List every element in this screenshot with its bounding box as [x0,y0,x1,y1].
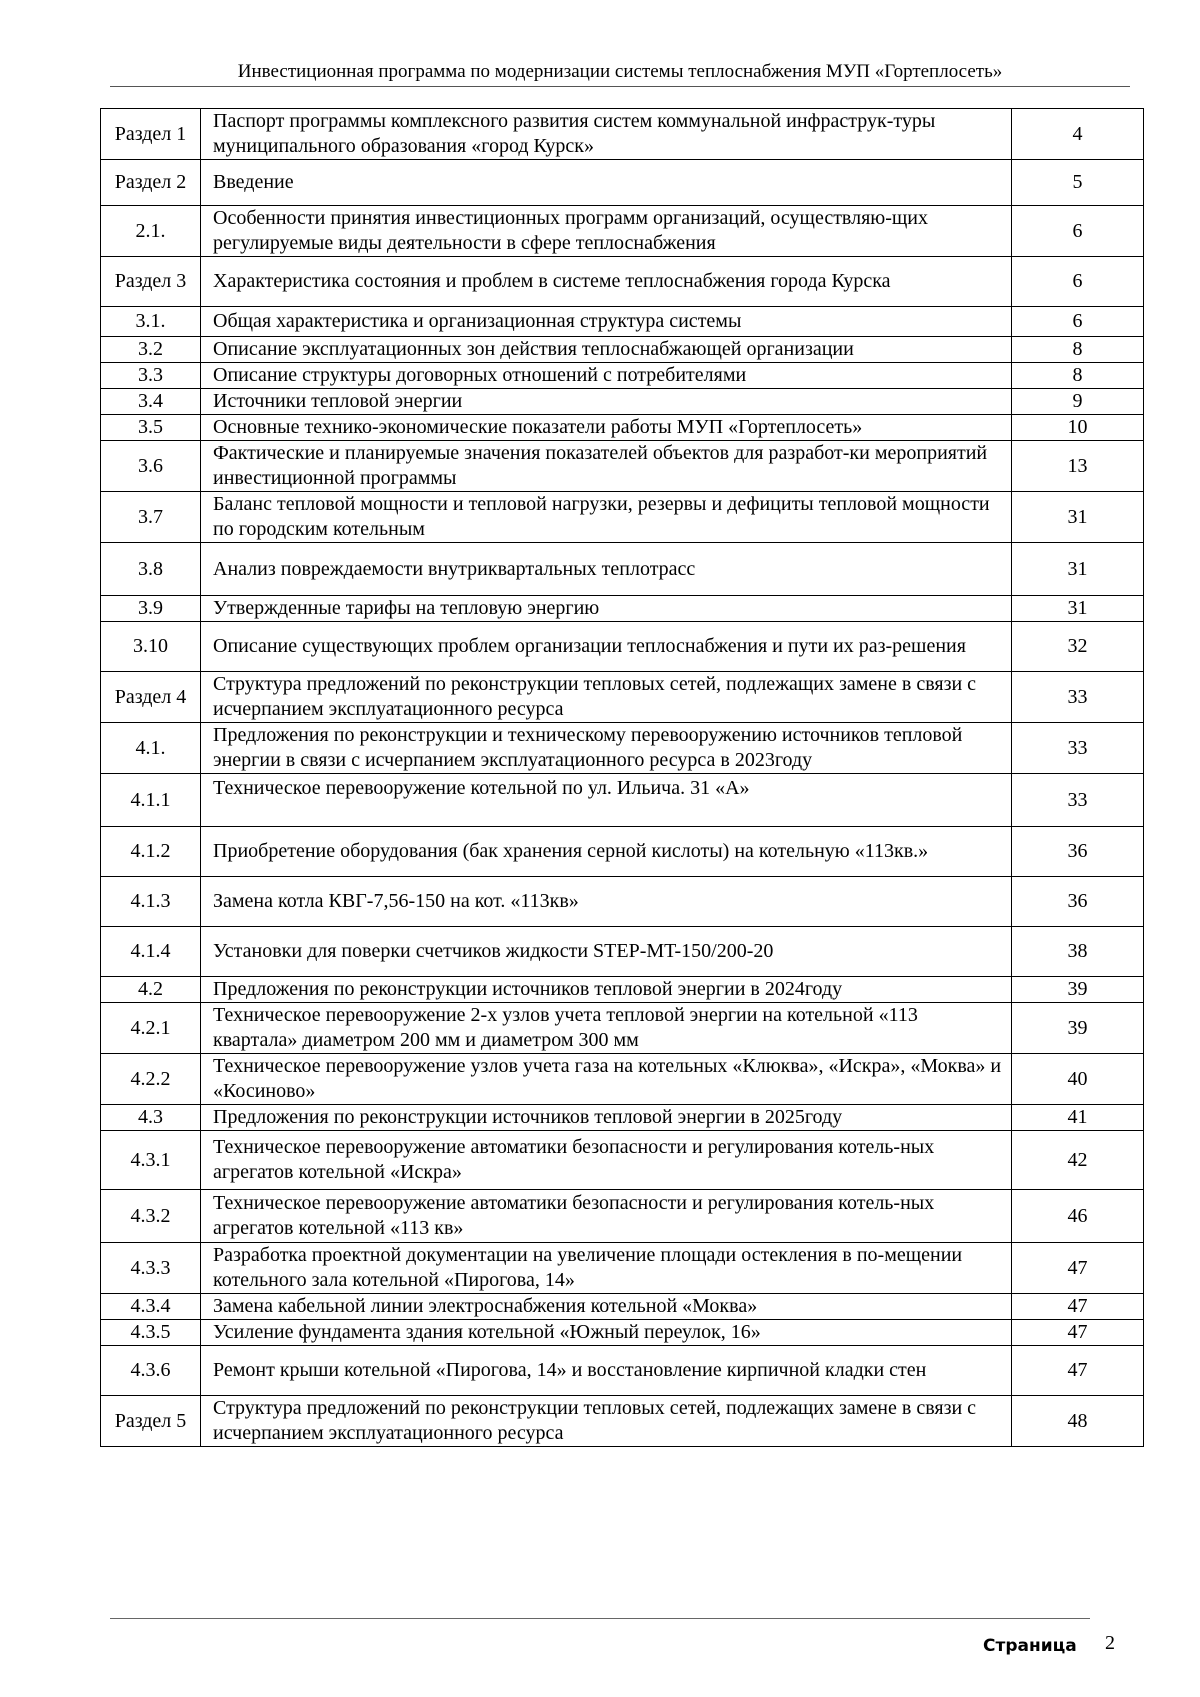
document-title: Инвестиционная программа по модернизации системы теплоснабжения МУП «Гортеплосеть» [237,61,1003,82]
toc-page-number: 6 [1012,206,1144,257]
toc-page-number: 38 [1012,927,1144,977]
toc-entry-title: Основные технико-экономические показатели работы МУП «Гортеплосеть» [201,415,1012,441]
toc-page-number: 47 [1012,1320,1144,1346]
toc-section-number: 4.3 [101,1105,201,1131]
toc-section-number: 4.2.2 [101,1054,201,1105]
toc-entry-title: Баланс тепловой мощности и тепловой нагрузки, резервы и дефициты тепловой мощности по городским котельным [201,492,1012,543]
toc-section-number: 4.1.4 [101,927,201,977]
toc-page-number: 46 [1012,1190,1144,1243]
toc-row [101,877,1144,927]
toc-section-number: 4.1. [101,723,201,774]
toc-page-number: 6 [1012,257,1144,307]
toc-entry-title: Введение [201,160,1012,206]
toc-section-number: 2.1. [101,206,201,257]
toc-entry-title: Предложения по реконструкции и техническому перевооружению источников тепловой энергии в связи с исчерпанием эксплуатационного ресурса в 2023году [201,723,1012,774]
toc-section-number: Раздел 2 [101,160,201,206]
toc-row [101,337,1144,363]
toc-row [101,1190,1144,1243]
toc-row [101,596,1144,622]
toc-entry-title: Источники тепловой энергии [201,389,1012,415]
toc-section-number: Раздел 4 [101,672,201,723]
toc-page-number: 32 [1012,622,1144,672]
toc-row [101,1294,1144,1320]
toc-page-number: 33 [1012,774,1144,827]
toc-section-number: 3.3 [101,363,201,389]
toc-section-number: Раздел 5 [101,1396,201,1447]
toc-entry-title: Предложения по реконструкции источников тепловой энергии в 2025году [201,1105,1012,1131]
toc-entry-title: Приобретение оборудования (бак хранения серной кислоты) на котельную «113кв.» [201,827,1012,877]
toc-section-number: 3.2 [101,337,201,363]
toc-entry-title: Общая характеристика и организационная структура системы [201,307,1012,337]
toc-entry-title: Утвержденные тарифы на тепловую энергию [201,596,1012,622]
toc-row [101,389,1144,415]
toc-section-number: Раздел 1 [101,109,201,160]
toc-page-number: 8 [1012,363,1144,389]
toc-page-number: 39 [1012,1003,1144,1054]
toc-section-number: 4.3.3 [101,1243,201,1294]
toc-entry-title: Описание структуры договорных отношений с потребителями [201,363,1012,389]
toc-row [101,543,1144,596]
toc-page-number: 5 [1012,160,1144,206]
toc-entry-title: Особенности принятия инвестиционных программ организаций, осуществляю-щих регулируемые виды деятельности в сфере теплоснабжения [201,206,1012,257]
toc-page-number: 31 [1012,543,1144,596]
toc-page-number: 4 [1012,109,1144,160]
toc-page-number: 13 [1012,441,1144,492]
toc-section-number: 4.3.1 [101,1131,201,1190]
toc-page-number: 48 [1012,1396,1144,1447]
toc-row [101,977,1144,1003]
page-header [110,58,1130,87]
toc-section-number: 4.2.1 [101,1003,201,1054]
toc-row [101,774,1144,827]
toc-page-number: 8 [1012,337,1144,363]
toc-row [101,1003,1144,1054]
page-footer-rule [110,1618,1090,1619]
toc-entry-title: Замена котла КВГ-7,56-150 на кот. «113кв» [201,877,1012,927]
toc-page-number: 42 [1012,1131,1144,1190]
toc-row [101,257,1144,307]
toc-entry-title: Техническое перевооружение автоматики безопасности и регулирования котель-ных агрегатов котельной «Искра» [201,1131,1012,1190]
toc-entry-title: Замена кабельной линии электроснабжения котельной «Моква» [201,1294,1012,1320]
toc-section-number: 4.3.6 [101,1346,201,1396]
toc-page-number: 10 [1012,415,1144,441]
toc-section-number: 3.10 [101,622,201,672]
toc-page-number: 31 [1012,596,1144,622]
toc-page-number: 41 [1012,1105,1144,1131]
toc-page-number: 47 [1012,1294,1144,1320]
toc-row [101,1320,1144,1346]
toc-row [101,672,1144,723]
toc-section-number: 3.9 [101,596,201,622]
toc-entry-title: Описание существующих проблем организации теплоснабжения и пути их раз-решения [201,622,1012,672]
toc-page-number: 47 [1012,1346,1144,1396]
toc-section-number: 4.1.3 [101,877,201,927]
toc-row [101,1054,1144,1105]
toc-section-number: 3.7 [101,492,201,543]
toc-section-number: 4.3.5 [101,1320,201,1346]
toc-page-number: 47 [1012,1243,1144,1294]
toc-row [101,1131,1144,1190]
toc-entry-title: Разработка проектной документации на увеличение площади остекления в по-мещении котельного зала котельной «Пирогова, 14» [201,1243,1012,1294]
toc-entry-title: Структура предложений по реконструкции тепловых сетей, подлежащих замене в связи с исчерпанием эксплуатационного ресурса [201,1396,1012,1447]
toc-section-number: Раздел 3 [101,257,201,307]
toc-entry-title: Паспорт программы комплексного развития систем коммунальной инфраструк-туры муниципального образования «город Курск» [201,109,1012,160]
toc-section-number: 3.5 [101,415,201,441]
toc-row [101,827,1144,877]
toc-entry-title: Установки для поверки счетчиков жидкости STEP-MT-150/200-20 [201,927,1012,977]
toc-row [101,307,1144,337]
toc-page-number: 9 [1012,389,1144,415]
toc-row [101,1346,1144,1396]
footer-page-label: Страница [983,1636,1077,1656]
toc-section-number: 3.1. [101,307,201,337]
toc-entry-title: Описание эксплуатационных зон действия теплоснабжающей организации [201,337,1012,363]
toc-section-number: 4.1.2 [101,827,201,877]
toc-entry-title: Характеристика состояния и проблем в системе теплоснабжения города Курска [201,257,1012,307]
toc-page-number: 40 [1012,1054,1144,1105]
toc-section-number: 3.8 [101,543,201,596]
toc-page-number: 31 [1012,492,1144,543]
toc-entry-title: Техническое перевооружение автоматики безопасности и регулирования котель-ных агрегатов котельной «113 кв» [201,1190,1012,1243]
toc-page-number: 36 [1012,827,1144,877]
toc-page-number: 6 [1012,307,1144,337]
toc-page-number: 33 [1012,672,1144,723]
toc-entry-title: Фактические и планируемые значения показателей объектов для разработ-ки мероприятий инвестиционной программы [201,441,1012,492]
toc-page-number: 33 [1012,723,1144,774]
toc-entry-title: Анализ повреждаемости внутриквартальных теплотрасс [201,543,1012,596]
footer-page-number: 2 [1105,1632,1115,1654]
toc-entry-title: Предложения по реконструкции источников тепловой энергии в 2024году [201,977,1012,1003]
toc-section-number: 4.1.1 [101,774,201,827]
toc-row [101,441,1144,492]
toc-section-number: 4.3.2 [101,1190,201,1243]
toc-page-number: 36 [1012,877,1144,927]
toc-entry-title: Усиление фундамента здания котельной «Южный переулок, 16» [201,1320,1012,1346]
toc-entry-title: Техническое перевооружение узлов учета газа на котельных «Клюква», «Искра», «Моква» и «Косиново» [201,1054,1012,1105]
toc-section-number: 3.4 [101,389,201,415]
toc-section-number: 3.6 [101,441,201,492]
toc-row [101,1243,1144,1294]
toc-entry-title: Структура предложений по реконструкции тепловых сетей, подлежащих замене в связи с исчерпанием эксплуатационного ресурса [201,672,1012,723]
toc-row [101,109,1144,160]
toc-entry-title: Техническое перевооружение 2-х узлов учета тепловой энергии на котельной «113 квартала» диаметром 200 мм и диаметром 300 мм [201,1003,1012,1054]
toc-section-number: 4.2 [101,977,201,1003]
toc-row [101,723,1144,774]
toc-row [101,1105,1144,1131]
toc-row [101,415,1144,441]
toc-row [101,1396,1144,1447]
toc-entry-title: Техническое перевооружение котельной по ул. Ильича. 31 «А» [201,774,1012,827]
toc-row [101,927,1144,977]
toc-section-number: 4.3.4 [101,1294,201,1320]
table-of-contents [100,108,1144,1447]
toc-row [101,363,1144,389]
toc-row [101,622,1144,672]
toc-entry-title: Ремонт крыши котельной «Пирогова, 14» и восстановление кирпичной кладки стен [201,1346,1012,1396]
toc-row [101,160,1144,206]
toc-row [101,492,1144,543]
toc-page-number: 39 [1012,977,1144,1003]
toc-row [101,206,1144,257]
